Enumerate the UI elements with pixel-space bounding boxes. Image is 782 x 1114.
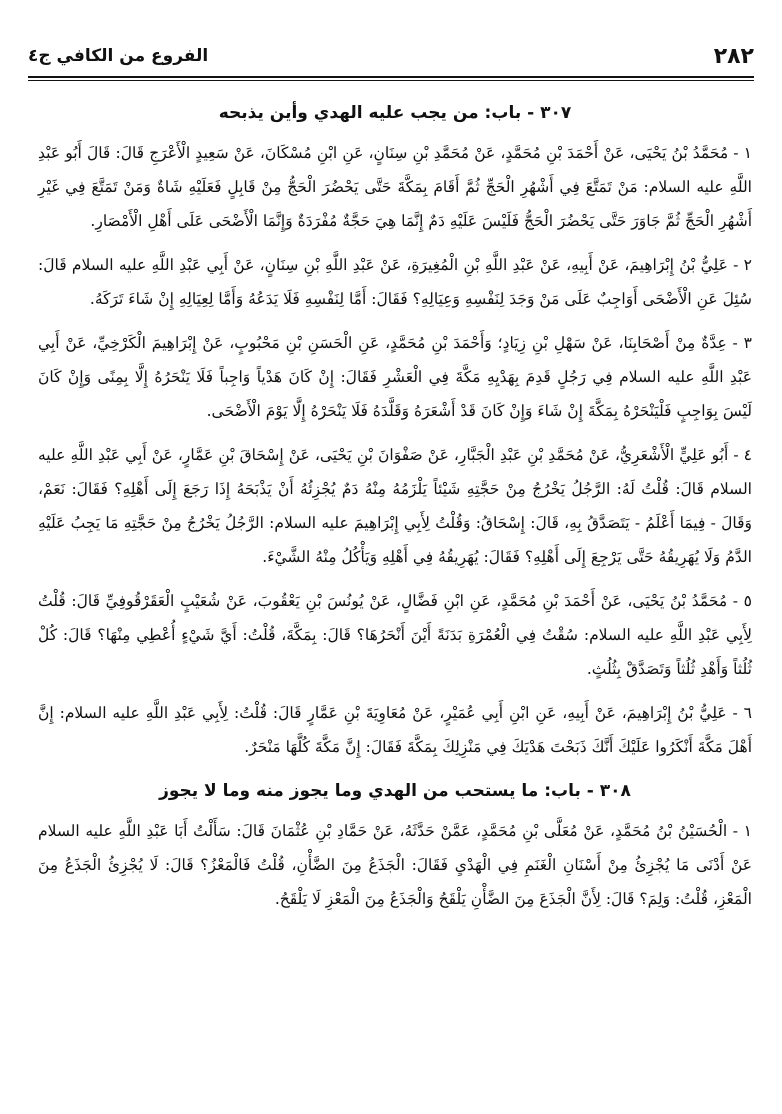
hadith-paragraph: ٢ - عَلِيُّ بْنُ إِبْرَاهِيمَ، عَنْ أَبِيهِ، عَنْ عَبْدِ اللَّهِ بْنِ الْمُغِيرَةِ، عَنْ عَبْدِ اللَّهِ بْنِ سِنَانٍ، عَنْ أَبِي عَبْدِ اللَّهِ عليه السلام قَالَ: سُئِلَ عَنِ الْأَضْحَى أَوَاجِبٌ عَلَى مَنْ وَجَدَ لِنَفْسِهِ وَعِيَالِهِ؟ فَقَالَ: أَمَّا لِنَفْسِهِ فَلَا يَدَعُهُ وَأَمَّا لِعِيَالِهِ إِنْ شَاءَ تَرَكَهُ. (38, 256, 752, 308)
hadith-paragraph: ٦ - عَلِيُّ بْنُ إِبْرَاهِيمَ، عَنْ أَبِيهِ، عَنِ ابْنِ أَبِي عُمَيْرٍ، عَنْ مُعَاوِيَةَ بْنِ عَمَّارٍ قَالَ: قُلْتُ: لِأَبِي عَبْدِ اللَّهِ عليه السلام: إِنَّ أَهْلَ مَكَّةَ أَنْكَرُوا عَلَيْكَ أَنَّكَ ذَبَحْتَ هَدْيَكَ فِي مَنْزِلِكَ بِمَكَّةَ فَقَالَ: إِنَّ مَكَّةَ كُلَّهَا مَنْحَرٌ. (38, 704, 752, 756)
hadith-paragraph: ٥ - مُحَمَّدُ بْنُ يَحْيَى، عَنْ أَحْمَدَ بْنِ مُحَمَّدٍ، عَنِ ابْنِ فَضَّالٍ، عَنْ يُونُسَ بْنِ يَعْقُوبَ، عَنْ شُعَيْبٍ الْعَقَرْقُوفِيِّ قَالَ: قُلْتُ لِأَبِي عَبْدِ اللَّهِ عليه السلام: سُقْتُ فِي الْعُمْرَةِ بَدَنَةً أَيْنَ أَنْحَرُهَا؟ قَالَ: بِمَكَّةَ، قُلْتُ: أَيَّ شَيْءٍ أُعْطِي مِنْهَا؟ قَالَ: كُلْ ثُلُثاً وَأَهْدِ ثُلُثاً وَتَصَدَّقْ بِثُلُثٍ. (38, 592, 752, 678)
page-header (28, 38, 754, 74)
hadith-paragraph: ١ - الْحُسَيْنُ بْنُ مُحَمَّدٍ، عَنْ مُعَلَّى بْنِ مُحَمَّدٍ، عَمَّنْ حَدَّثَهُ، عَنْ حَمَّادِ بْنِ عُثْمَانَ قَالَ: سَأَلْتُ أَبَا عَبْدِ اللَّهِ عليه السلام عَنْ أَدْنَى مَا يُجْزِئُ مِنْ أَسْنَانِ الْغَنَمِ فِي الْهَدْيِ فَقَالَ: الْجَذَعُ مِنَ الضَّأْنِ، قُلْتُ فَالْمَعْزُ؟ قَالَ: لَا يُجْزِئُ الْجَذَعُ مِنَ الْمَعْزِ، قُلْتُ: وَلِمَ؟ قَالَ: لِأَنَّ الْجَذَعَ مِنَ الضَّأْنِ يَلْقَحُ وَالْجَذَعُ مِنَ الْمَعْزِ لَا يَلْقَحُ. (38, 822, 752, 908)
page-number: ٢٨٢ (713, 43, 754, 69)
header-rule-thick (28, 76, 754, 78)
book-title: الفروع من الكافي ج٤ (28, 46, 209, 66)
chapter-heading: ٣٠٨ - باب: ما يستحب من الهدي وما يجوز منه وما لا يجوز (159, 781, 631, 801)
chapter-heading: ٣٠٧ - باب: من يجب عليه الهدي وأين يذبحه (218, 103, 572, 123)
hadith-paragraph: ٤ - أَبُو عَلِيٍّ الْأَشْعَرِيُّ، عَنْ مُحَمَّدِ بْنِ عَبْدِ الْجَبَّارِ، عَنْ صَفْوَانَ بْنِ يَحْيَى، عَنْ إِسْحَاقَ بْنِ عَمَّارٍ، عَنْ أَبِي عَبْدِ اللَّهِ عليه السلام قَالَ: قُلْتُ لَهُ: الرَّجُلُ يَخْرُجُ مِنْ حَجَّتِهِ شَيْئاً يَلْزَمُهُ مِنْهُ دَمٌ يُجْزِئُهُ أَنْ يَذْبَحَهُ إِذَا رَجَعَ إِلَى أَهْلِهِ؟ فَقَالَ: نَعَمْ، وَقَالَ - فِيمَا أَعْلَمُ - يَتَصَدَّقُ بِهِ، قَالَ: إِسْحَاقُ: وَقُلْتُ لِأَبِي إِبْرَاهِيمَ عليه السلام: الرَّجُلُ يَخْرُجُ مِنْ حَجَّتِهِ مَا يَجِبُ عَلَيْهِ الدَّمُ وَلَا يُهَرِيقُهُ حَتَّى يَرْجِعَ إِلَى أَهْلِهِ؟ فَقَالَ: يُهَرِيقُهُ فِي أَهْلِهِ وَيَأْكُلُ مِنْهُ الشَّيْءَ. (38, 446, 752, 566)
hadith-paragraph: ٣ - عِدَّةٌ مِنْ أَصْحَابِنَا، عَنْ سَهْلِ بْنِ زِيَادٍ؛ وَأَحْمَدَ بْنِ مُحَمَّدٍ، عَنِ الْحَسَنِ بْنِ مَحْبُوبٍ، عَنْ إِبْرَاهِيمَ الْكَرْخِيِّ، عَنْ أَبِي عَبْدِ اللَّهِ عليه السلام فِي رَجُلٍ قَدِمَ بِهَدْيِهِ مَكَّةَ فِي الْعَشْرِ فَقَالَ: إِنْ كَانَ هَدْياً وَاجِباً فَلَا يَنْحَرُهُ إِلَّا بِمِنًى وَإِنْ كَانَ لَيْسَ بِوَاجِبٍ فَلْيَنْحَرْهُ بِمَكَّةَ إِنْ شَاءَ وَإِنْ كَانَ قَدْ أَشْعَرَهُ وَقَلَّدَهُ فَلَا يَنْحَرْهُ إِلَّا يَوْمَ الْأَضْحَى. (38, 334, 752, 420)
page-body (38, 92, 752, 1094)
hadith-paragraph: ١ - مُحَمَّدُ بْنُ يَحْيَى، عَنْ أَحْمَدَ بْنِ مُحَمَّدٍ، عَنْ مُحَمَّدِ بْنِ سِنَانٍ، عَنِ ابْنِ مُسْكَانَ، عَنْ سَعِيدٍ الْأَعْرَجِ قَالَ: قَالَ أَبُو عَبْدِ اللَّهِ عليه السلام: مَنْ تَمَتَّعَ فِي أَشْهُرِ الْحَجِّ ثُمَّ أَقَامَ بِمَكَّةَ حَتَّى يَحْضُرَ الْحَجُّ مِنْ قَابِلٍ فَعَلَيْهِ شَاةٌ وَمَنْ تَمَتَّعَ فِي غَيْرِ أَشْهُرِ الْحَجِّ ثُمَّ جَاوَرَ حَتَّى يَحْضُرَ الْحَجُّ فَلَيْسَ عَلَيْهِ دَمٌ إِنَّمَا هِيَ حَجَّةٌ مُفْرَدَةٌ وَإِنَّمَا الْأَضْحَى عَلَى أَهْلِ الْأَمْصَارِ. (38, 144, 752, 230)
header-rule-thin (28, 80, 754, 81)
